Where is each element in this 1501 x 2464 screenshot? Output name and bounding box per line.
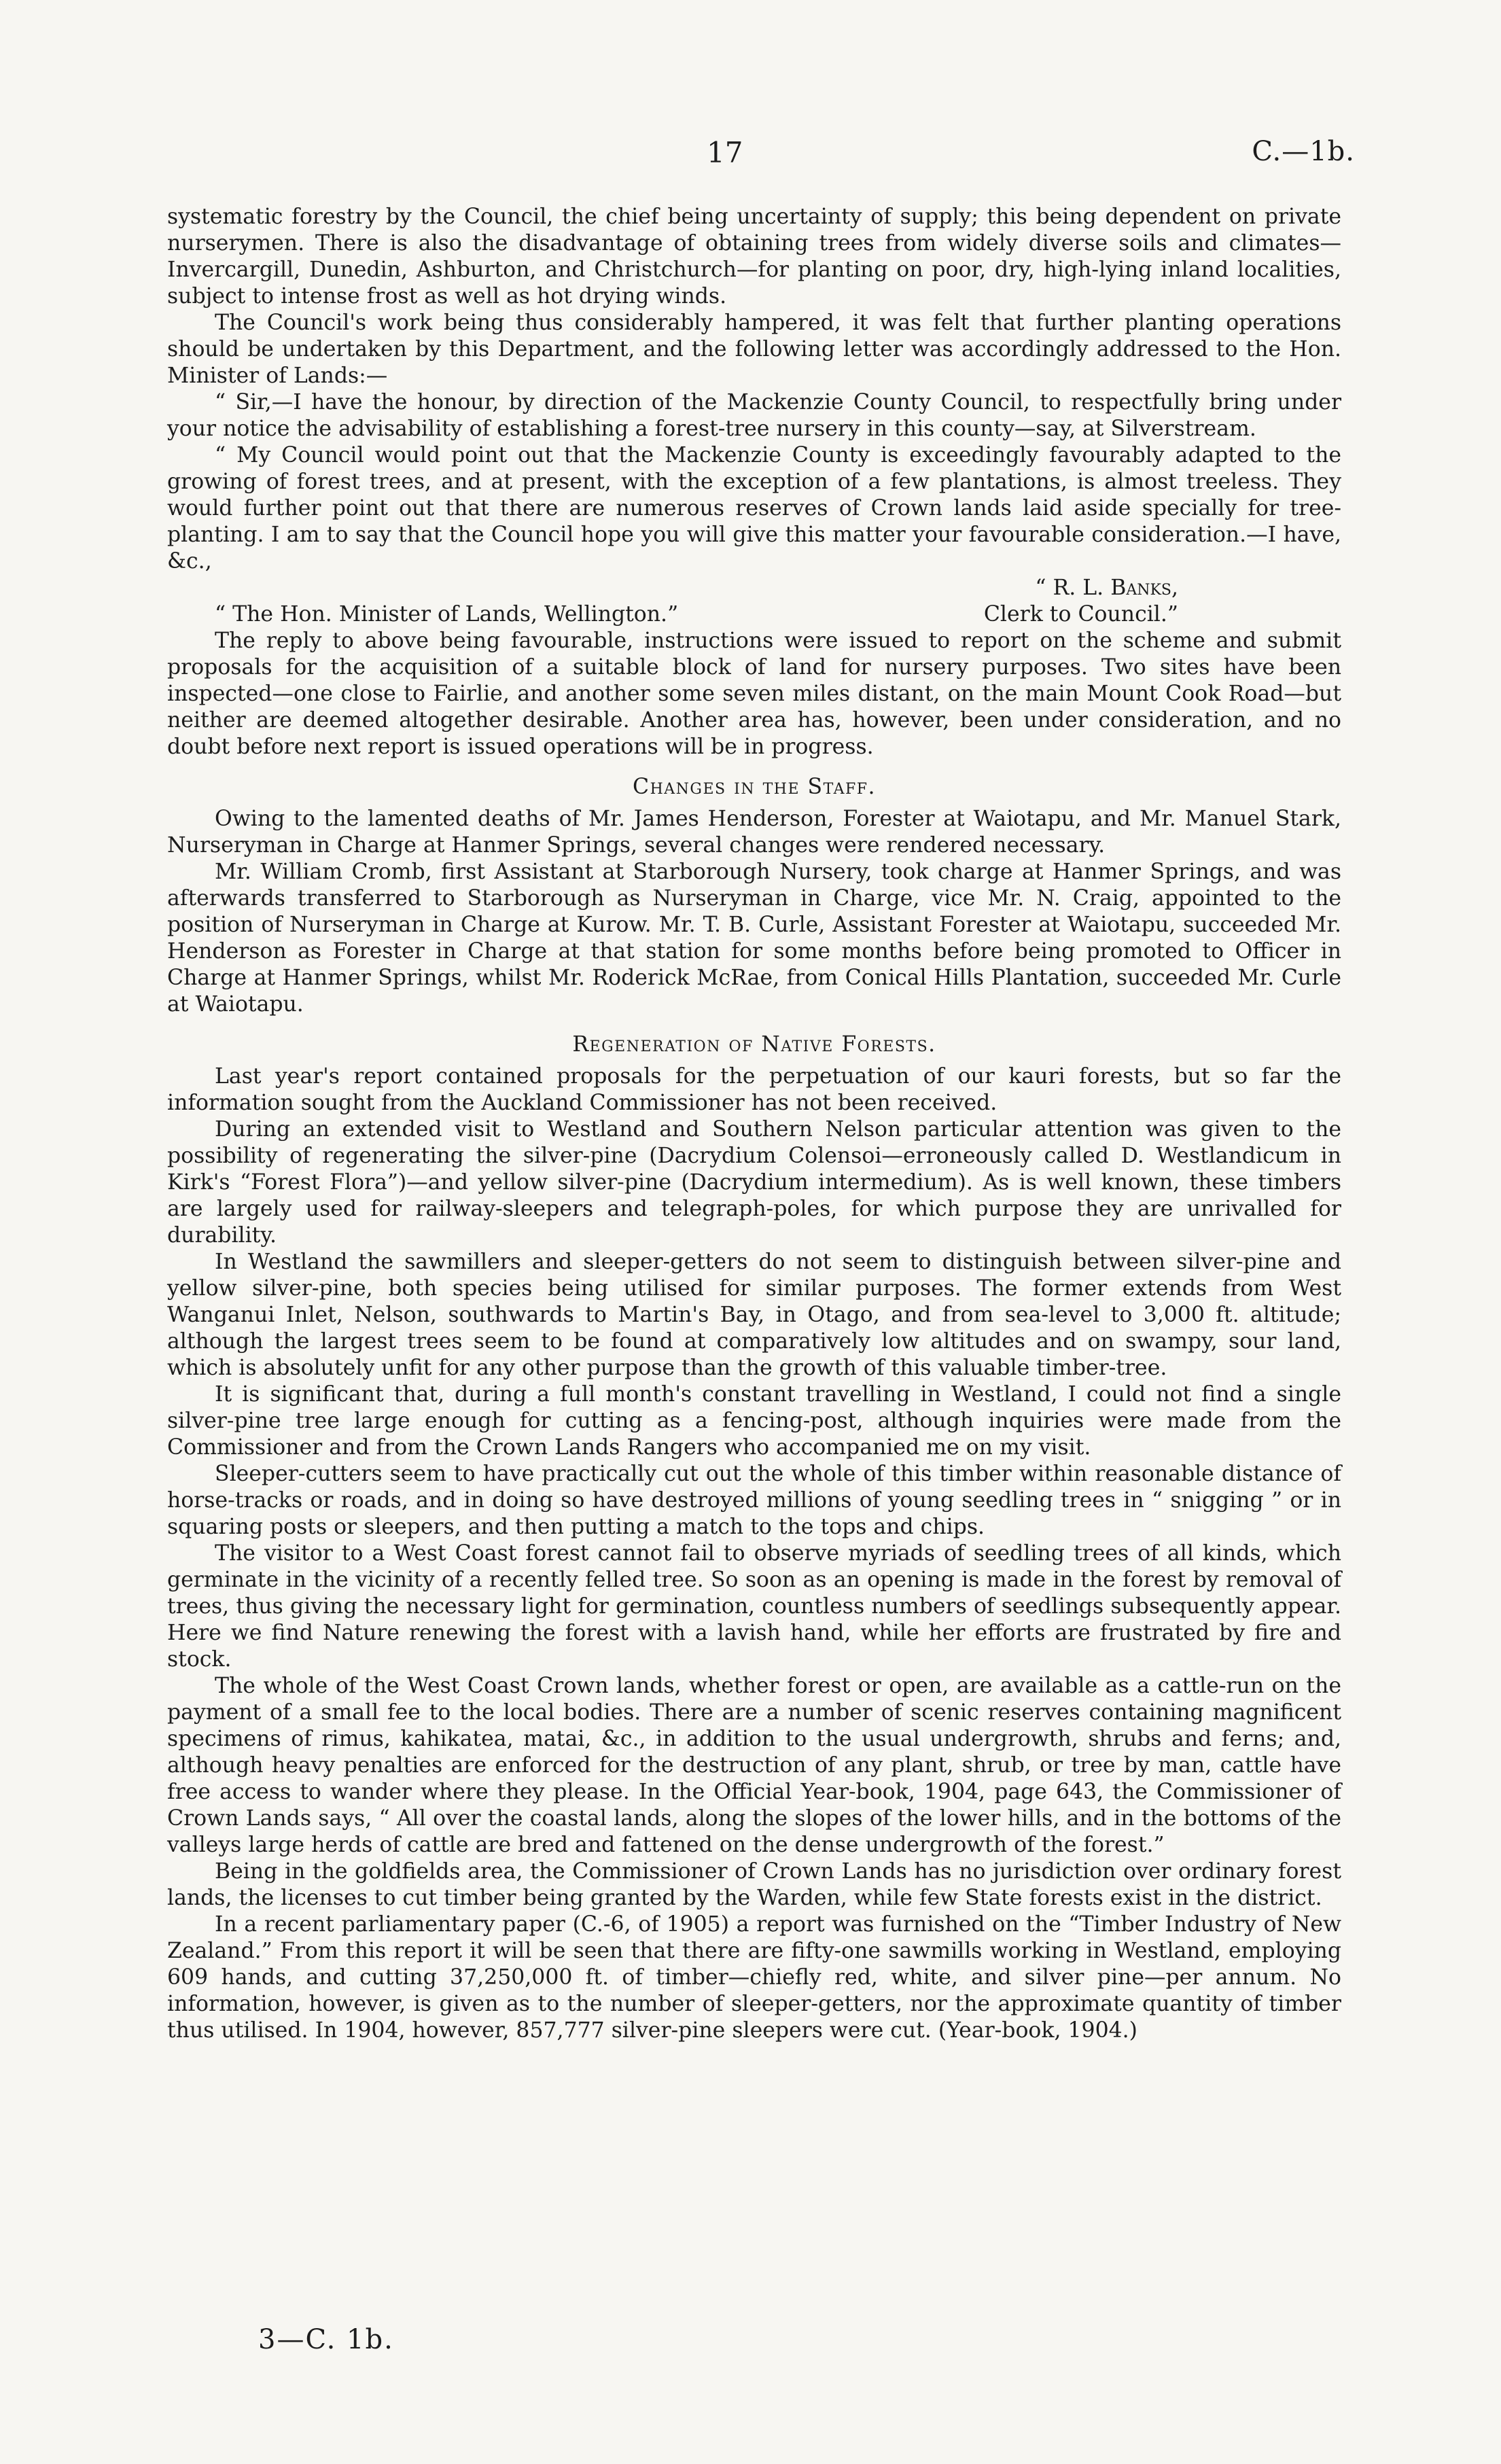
paragraph: The whole of the West Coast Crown lands, whether forest or open, are available as a cattle-run on the payment of a small fee to the local bodies. There are a number of scenic reserves containing magnificent specimens of rimus, kahikatea, matai, &c., in addition to the usual undergrowth, shrubs and ferns; and, although heavy penalties are enforced for the destruction of any plant, shrub, or tree by man, cattle have free access to wander where they please. In the Official Year-book, 1904, page 643, the Commissioner of Crown Lands says, “ All over the coastal lands, along the slopes of the lower hills, and in the bottoms of the valleys large herds of cattle are bred and fattened on the dense undergrowth of the forest.” (167, 1674, 1341, 1857)
paragraph: The reply to above being favourable, instructions were issued to report on the scheme and submit proposals for the acquisition of a suitable block of land for nursery purposes. Two sites have been inspected—one close to Fairlie, and another some seven miles distant, on the main Mount Cook Road—but neither are deemed altogether desirable. Another area has, however, been under consideration, and no doubt before next report is issued operations will be in progress. (167, 629, 1341, 759)
paragraph: It is significant that, during a full month's constant travelling in Westland, I could not find a single silver-pine tree large enough for cutting as a fencing-post, although inquiries were made from the Commissioner and from the Crown Lands Rangers who accompanied me on my visit. (167, 1382, 1341, 1460)
page-header (0, 136, 1501, 177)
letter-paragraph: “ My Council would point out that the Mackenzie County is exceedingly favourably adapted to the growing of forest trees, and at present, with the exception of a few plantations, is almost treeless. They would further point out that there are numerous reserves of Crown lands laid aside specially for tree-planting. I am to say that the Council hope you will give this matter your favourable consideration.—I have, &c., (167, 443, 1341, 574)
paragraph: systematic forestry by the Council, the chief being uncertainty of supply; this being dependent on private nurserymen. There is also the disadvantage of obtaining trees from widely diverse soils and climates—Invercargill, Dunedin, Ashburton, and Christchurch—for planting on poor, dry, high-lying inland localities, subject to intense frost as well as hot drying winds. (167, 205, 1341, 309)
section-heading-regeneration: Regeneration of Native Forests. (572, 1032, 936, 1057)
paragraph: The visitor to a West Coast forest cannot fail to observe myriads of seedling trees of all kinds, which germinate in the vicinity of a recently felled tree. So soon as an opening is made in the forest by removal of trees, thus giving the necessary light for germination, countless numbers of seedlings subsequently appear. Here we find Nature renewing the forest with a lavish hand, while her efforts are frustrated by fire and stock. (167, 1541, 1341, 1672)
letter-paragraph: “ Sir,—I have the honour, by direction of the Mackenzie County Council, to respectfully bring under your notice the advisability of establishing a forest-tree nursery in this county—say, at Silverstream. (167, 390, 1341, 441)
paragraph: Being in the goldfields area, the Commissioner of Crown Lands has no jurisdiction over ordinary forest lands, the licenses to cut timber being granted by the Warden, while few State forests exist in the district. (167, 1859, 1341, 1910)
section-heading-staff: Changes in the Staff. (632, 775, 876, 799)
paragraph: During an extended visit to Westland and Southern Nelson particular attention was given to the possibility of regenerating the silver-pine (Dacrydium Colensoi—erroneously called D. Westlandicum in Kirk's “Forest Flora”)—and yellow silver-pine (Dacrydium intermedium). As is well known, these timbers are largely used for railway-sleepers and telegraph-poles, for which purpose they are unrivalled for durability. (167, 1117, 1341, 1248)
document-reference: C.—1b. (1252, 136, 1355, 167)
paragraph: The Council's work being thus considerably hampered, it was felt that further planting operations should be undertaken by this Department, and the following letter was accordingly addressed to the Hon. Minister of Lands:— (167, 311, 1341, 388)
page-number: 17 (707, 136, 743, 169)
paragraph: Mr. William Cromb, first Assistant at Starborough Nursery, took charge at Hanmer Springs, and was afterwards transferred to Starborough as Nurseryman in Charge, vice Mr. N. Craig, appointed to the position of Nurseryman in Charge at Kurow. Mr. T. B. Curle, Assistant Forester at Waiotapu, succeeded Mr. Henderson as Forester in Charge at that station for some months before being promoted to Officer in Charge at Hanmer Springs, whilst Mr. Roderick McRae, from Conical Hills Plantation, succeeded Mr. Curle at Waiotapu. (167, 860, 1341, 1017)
paragraph: Sleeper-cutters seem to have practically cut out the whole of this timber within reasonable distance of horse-tracks or roads, and in doing so have destroyed millions of young seedling trees in “ snigging ” or in squaring posts or sleepers, and then putting a match to the tops and chips. (167, 1462, 1341, 1539)
paragraph: In Westland the sawmillers and sleeper-getters do not seem to distinguish between silver-pine and yellow silver-pine, both species being utilised for similar purposes. The former extends from West Wanganui Inlet, Nelson, southwards to Martin's Bay, in Otago, and from sea-level to 3,000 ft. altitude; although the largest trees seem to be found at comparatively low altitudes and on swampy, sour land, which is absolutely unfit for any other purpose than the growth of this valuable timber-tree. (167, 1250, 1341, 1380)
paragraph: Owing to the lamented deaths of Mr. James Henderson, Forester at Waiotapu, and Mr. Manuel Stark, Nurseryman in Charge at Hanmer Springs, several changes were rendered necessary. (167, 807, 1341, 858)
paragraph: Last year's report contained proposals for the perpetuation of our kauri forests, but so far the information sought from the Auckland Commissioner has not been received. (167, 1064, 1341, 1115)
letter-signer: “ R. L. Banks, (1035, 576, 1178, 600)
paragraph: In a recent parliamentary paper (C.-6, of 1905) a report was furnished on the “Timber Industry of New Zealand.” From this report it will be seen that there are fifty-one sawmills working in Westland, employing 609 hands, and cutting 37,250,000 ft. of timber—chiefly red, white, and silver pine—per annum. No information, however, is given as to the number of sleeper-getters, nor the approximate quantity of timber thus utilised. In 1904, however, 857,777 silver-pine sleepers were cut. (Year-book, 1904.) (167, 1912, 1341, 2043)
letter-recipient: “ The Hon. Minister of Lands, Wellington.” (215, 602, 679, 627)
letter-signer-title: Clerk to Council.” (983, 602, 1178, 627)
signature-reference: 3—C. 1b. (258, 2324, 394, 2355)
letter-signature (167, 575, 1341, 628)
body-text (167, 204, 1341, 2044)
